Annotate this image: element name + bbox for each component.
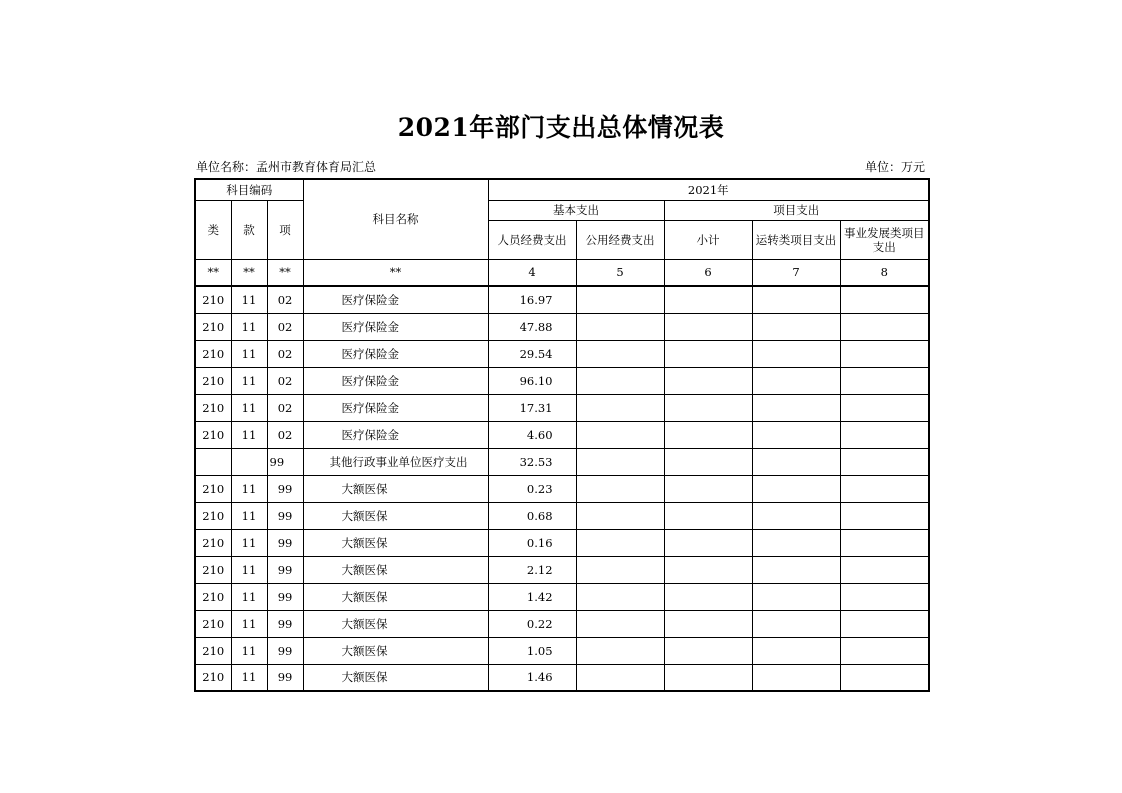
cell-subtotal [664,394,752,421]
header-operation-project: 运转类项目支出 [752,220,840,259]
cell-development-project [840,583,929,610]
cell-kuan: 11 [231,475,267,502]
cell-development-project [840,367,929,394]
table-row [195,340,929,367]
cell-lei: 210 [195,475,231,502]
cell-subject-name: 医疗保险金 [303,313,488,340]
cell-kuan: 11 [231,313,267,340]
cell-xiang: 99 [267,448,303,475]
cell-public [576,286,664,313]
cell-public [576,340,664,367]
cell-personnel: 96.10 [488,367,576,394]
header-year: 2021年 [488,179,929,200]
cell-kuan: 11 [231,529,267,556]
header-subject-name: 科目名称 [303,179,488,259]
cell-xiang: 99 [267,583,303,610]
table-row [195,556,929,583]
header-subtotal: 小计 [664,220,752,259]
cell-public [576,556,664,583]
table-row [195,637,929,664]
cell-public [576,448,664,475]
cell-operation-project [752,421,840,448]
cell-subtotal [664,637,752,664]
header-public: 公用经费支出 [576,220,664,259]
cell-personnel: 2.12 [488,556,576,583]
cell-kuan: 11 [231,637,267,664]
cell-development-project [840,529,929,556]
cell-development-project [840,637,929,664]
cell-subtotal [664,502,752,529]
cell-development-project [840,610,929,637]
cell-operation-project [752,286,840,313]
cell-xiang: 99 [267,502,303,529]
table-row [195,529,929,556]
marker-cell: 4 [488,259,576,286]
cell-subject-name: 大额医保 [303,664,488,691]
cell-kuan: 11 [231,556,267,583]
cell-subject-name: 医疗保险金 [303,421,488,448]
unit-label: 单位：万元 [864,160,925,174]
cell-kuan: 11 [231,394,267,421]
header-kuan: 款 [231,200,267,259]
cell-personnel: 1.42 [488,583,576,610]
cell-lei: 210 [195,610,231,637]
marker-cell: 8 [840,259,929,286]
cell-public [576,610,664,637]
cell-development-project [840,286,929,313]
cell-xiang: 99 [267,556,303,583]
cell-kuan: 11 [231,367,267,394]
cell-subject-name: 大额医保 [303,475,488,502]
cell-subtotal [664,475,752,502]
table-row [195,475,929,502]
table-row [195,664,929,691]
cell-lei: 210 [195,583,231,610]
cell-operation-project [752,502,840,529]
cell-operation-project [752,583,840,610]
cell-personnel: 1.05 [488,637,576,664]
cell-operation-project [752,610,840,637]
cell-subject-name: 大额医保 [303,502,488,529]
table-row [195,394,929,421]
cell-kuan: 11 [231,502,267,529]
marker-cell: ** [303,259,488,286]
cell-operation-project [752,475,840,502]
table-row [195,313,929,340]
cell-subject-name: 其他行政事业单位医疗支出 [303,448,488,475]
cell-operation-project [752,448,840,475]
cell-personnel: 0.22 [488,610,576,637]
header-lei: 类 [195,200,231,259]
cell-subject-name: 医疗保险金 [303,340,488,367]
table-row [195,367,929,394]
cell-subtotal [664,313,752,340]
cell-operation-project [752,394,840,421]
cell-lei: 210 [195,556,231,583]
cell-kuan: 11 [231,286,267,313]
cell-public [576,529,664,556]
cell-lei: 210 [195,367,231,394]
cell-xiang: 02 [267,313,303,340]
header-subject-code: 科目编码 [195,179,303,200]
cell-public [576,637,664,664]
cell-personnel: 16.97 [488,286,576,313]
cell-lei: 210 [195,286,231,313]
cell-personnel: 17.31 [488,394,576,421]
header-xiang: 项 [267,200,303,259]
cell-kuan: 11 [231,583,267,610]
cell-subject-name: 医疗保险金 [303,394,488,421]
marker-cell: 5 [576,259,664,286]
cell-subtotal [664,664,752,691]
cell-subtotal [664,556,752,583]
cell-lei: 210 [195,637,231,664]
cell-xiang: 02 [267,340,303,367]
cell-kuan: 11 [231,610,267,637]
marker-cell: 7 [752,259,840,286]
marker-cell: 6 [664,259,752,286]
cell-subject-name: 医疗保险金 [303,367,488,394]
cell-xiang: 99 [267,475,303,502]
cell-subject-name: 大额医保 [303,556,488,583]
cell-personnel: 29.54 [488,340,576,367]
cell-subtotal [664,340,752,367]
cell-kuan: 11 [231,340,267,367]
cell-operation-project [752,637,840,664]
cell-lei: 210 [195,394,231,421]
cell-public [576,664,664,691]
cell-public [576,475,664,502]
cell-development-project [840,340,929,367]
cell-xiang: 02 [267,421,303,448]
cell-subject-name: 大额医保 [303,529,488,556]
header-personnel: 人员经费支出 [488,220,576,259]
cell-development-project [840,475,929,502]
cell-subject-name: 大额医保 [303,610,488,637]
cell-kuan: 11 [231,664,267,691]
cell-kuan: 11 [231,421,267,448]
cell-lei: 210 [195,502,231,529]
cell-subtotal [664,367,752,394]
cell-operation-project [752,367,840,394]
unit-name-label: 单位名称：孟州市教育体育局汇总 [196,160,377,174]
cell-xiang: 99 [267,529,303,556]
cell-development-project [840,313,929,340]
cell-subtotal [664,421,752,448]
cell-lei: 210 [195,421,231,448]
cell-lei: 210 [195,340,231,367]
cell-xiang: 99 [267,664,303,691]
cell-subtotal [664,286,752,313]
cell-development-project [840,664,929,691]
cell-xiang: 99 [267,610,303,637]
cell-kuan [231,448,267,475]
cell-public [576,583,664,610]
page-title: 2021年部门支出总体情况表 [397,113,725,142]
cell-personnel: 4.60 [488,421,576,448]
cell-operation-project [752,556,840,583]
header-project-expense: 项目支出 [664,200,929,220]
cell-operation-project [752,529,840,556]
cell-development-project [840,502,929,529]
table-row [195,610,929,637]
cell-development-project [840,421,929,448]
header-development-project: 事业发展类项目支出 [840,220,929,259]
cell-personnel: 32.53 [488,448,576,475]
cell-public [576,367,664,394]
marker-cell: ** [231,259,267,286]
table-row [195,502,929,529]
cell-public [576,421,664,448]
cell-personnel: 0.16 [488,529,576,556]
cell-public [576,394,664,421]
cell-lei: 210 [195,313,231,340]
cell-xiang: 02 [267,367,303,394]
cell-development-project [840,556,929,583]
cell-subtotal [664,529,752,556]
cell-development-project [840,448,929,475]
cell-xiang: 99 [267,637,303,664]
header-basic-expense: 基本支出 [488,200,664,220]
cell-subject-name: 医疗保险金 [303,286,488,313]
marker-cell: ** [195,259,231,286]
cell-personnel: 0.23 [488,475,576,502]
cell-lei: 210 [195,529,231,556]
cell-development-project [840,394,929,421]
marker-cell: ** [267,259,303,286]
cell-subject-name: 大额医保 [303,637,488,664]
cell-subtotal [664,583,752,610]
cell-lei: 210 [195,664,231,691]
cell-operation-project [752,313,840,340]
expenditure-table [194,178,930,692]
cell-personnel: 1.46 [488,664,576,691]
cell-lei [195,448,231,475]
cell-public [576,313,664,340]
cell-operation-project [752,340,840,367]
cell-xiang: 02 [267,394,303,421]
cell-xiang: 02 [267,286,303,313]
table-body [195,286,929,691]
cell-subtotal [664,610,752,637]
cell-subject-name: 大额医保 [303,583,488,610]
table-row [195,286,929,313]
cell-personnel: 47.88 [488,313,576,340]
table-row [195,583,929,610]
table-row [195,421,929,448]
cell-operation-project [752,664,840,691]
cell-subtotal [664,448,752,475]
cell-personnel: 0.68 [488,502,576,529]
cell-public [576,502,664,529]
table-row [195,448,929,475]
